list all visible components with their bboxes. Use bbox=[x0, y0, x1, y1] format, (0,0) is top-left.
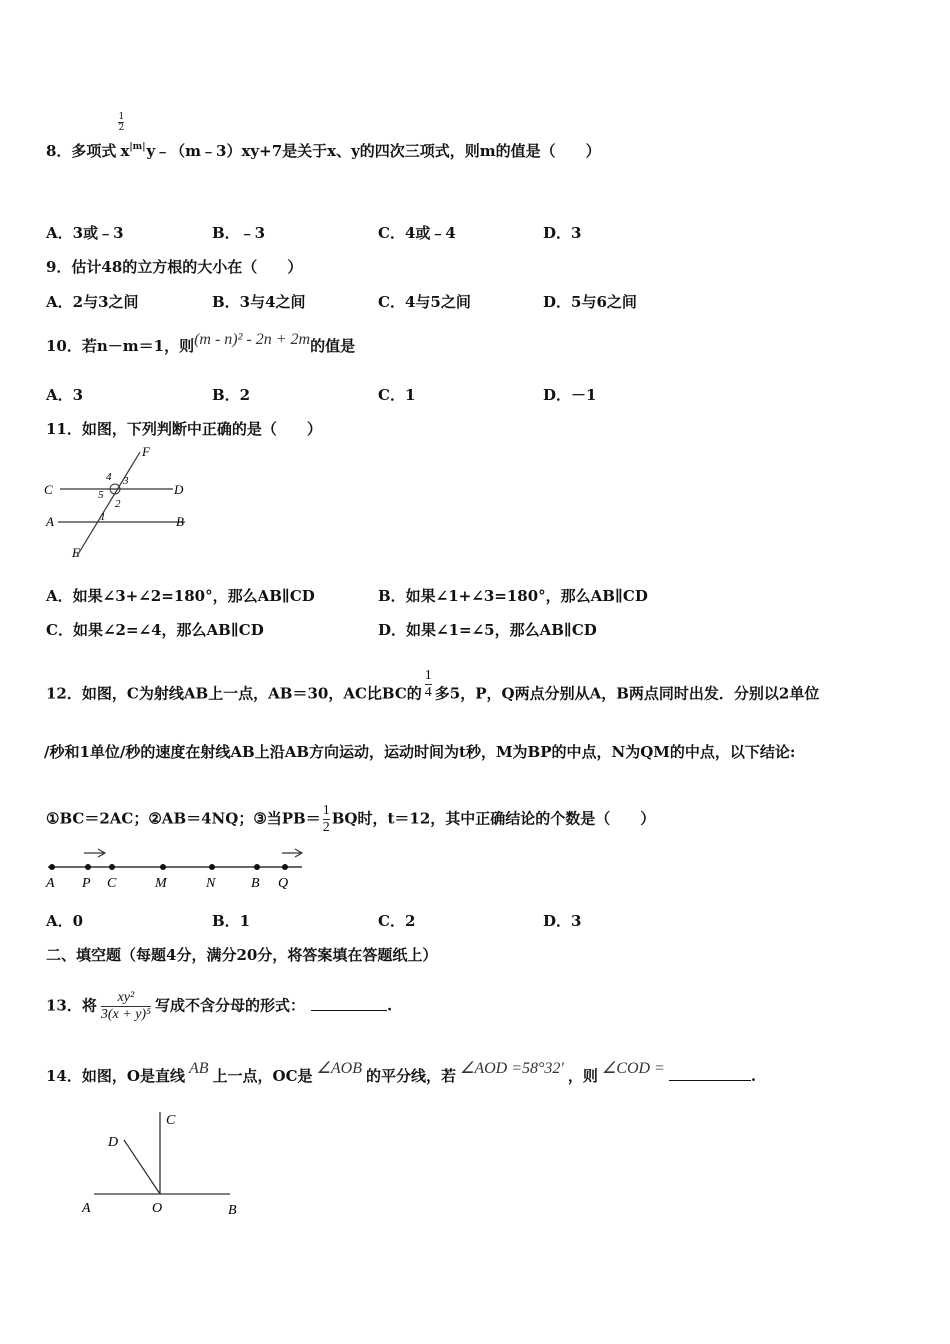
q14-label-o: O bbox=[152, 1201, 163, 1216]
q12-point-m bbox=[160, 864, 166, 870]
q9-option-a: A．2与3之间 bbox=[46, 293, 139, 311]
q14-mid1: 上一点，OC是 bbox=[212, 1067, 313, 1085]
q13-denominator: 3(x + y)⁵ bbox=[100, 1007, 151, 1022]
q10-stem-suffix: 的值是 bbox=[310, 337, 356, 355]
q12-point-c bbox=[109, 864, 115, 870]
q13-stem bbox=[46, 990, 392, 1023]
q12-label-c: C bbox=[107, 876, 117, 891]
q12-point-n bbox=[209, 864, 215, 870]
q14-stem bbox=[46, 1060, 757, 1086]
q12-option-c: C．2 bbox=[378, 912, 416, 930]
q11-option-b: B．如果∠1+∠3=180°，那么AB∥CD bbox=[378, 587, 648, 605]
q14-end: . bbox=[750, 1067, 757, 1085]
q14-label-b: B bbox=[228, 1203, 237, 1218]
q13-answer-blank[interactable] bbox=[311, 1010, 387, 1011]
q8-option-d: D．3 bbox=[543, 224, 582, 242]
section2-title: 二、填空题（每题4分，满分20分，将答案填在答题纸上） bbox=[46, 946, 438, 964]
q12-fraction-quarter bbox=[425, 668, 432, 701]
q10-option-c: C．1 bbox=[378, 386, 416, 404]
q12-option-d: D．3 bbox=[543, 912, 582, 930]
q13-fraction bbox=[101, 990, 151, 1023]
q14-label-a: A bbox=[82, 1201, 91, 1216]
q12-half-num: 1 bbox=[322, 803, 330, 818]
q14-figure bbox=[74, 1104, 254, 1222]
q12-point-a bbox=[49, 864, 55, 870]
q11-option-d: D．如果∠1=∠5，那么AB∥CD bbox=[378, 621, 597, 639]
q14-label-d: D bbox=[108, 1135, 119, 1150]
q14-cod: ∠COD = bbox=[601, 1060, 665, 1077]
q14-prefix: 14．如图，O是直线 bbox=[46, 1067, 185, 1085]
q13-suffix: 写成不含分母的形式： bbox=[154, 996, 305, 1015]
q11-angle-3: 3 bbox=[123, 475, 129, 487]
q14-ray-od bbox=[124, 1140, 160, 1194]
q12-label-p: P bbox=[82, 876, 91, 891]
q12-label-a: A bbox=[46, 876, 55, 891]
q13-prefix: 13．将 bbox=[46, 996, 97, 1015]
q11-label-e: E bbox=[72, 545, 80, 560]
q14-ab: AB bbox=[188, 1060, 209, 1077]
q9-option-b: B．3与4之间 bbox=[212, 293, 306, 311]
q8-exp-num: 1 bbox=[118, 112, 125, 122]
q10-option-a: A．3 bbox=[46, 386, 84, 404]
q14-mid3: ，则 bbox=[567, 1067, 598, 1085]
q12-label-n: N bbox=[206, 876, 216, 891]
q12-label-b: B bbox=[251, 876, 260, 891]
q12-label-q: Q bbox=[278, 876, 289, 891]
q12-option-a: A．0 bbox=[46, 912, 84, 930]
q12-figure bbox=[40, 842, 320, 892]
q8-exponent-fraction bbox=[118, 112, 124, 133]
q9-option-c: C．4与5之间 bbox=[378, 293, 471, 311]
q9-stem: 9．估计48的立方根的大小在（ ） bbox=[46, 258, 303, 276]
q14-mid2: 的平分线，若 bbox=[365, 1067, 456, 1085]
q11-label-f: F bbox=[142, 444, 150, 459]
q12-point-b bbox=[254, 864, 260, 870]
q11-angle-2: 2 bbox=[115, 498, 121, 510]
q12-label-m: M bbox=[155, 876, 167, 891]
q12-line2: /秒和1单位/秒的速度在射线AB上沿AB方向运动，运动时间为t秒，M为BP的中点，N为QM的中点，以下结论: bbox=[44, 743, 796, 761]
q12-point-q bbox=[282, 864, 288, 870]
q14-answer-blank[interactable] bbox=[669, 1080, 751, 1081]
q10-stem bbox=[46, 331, 356, 356]
q9-option-d: D．5与6之间 bbox=[543, 293, 637, 311]
q8-stem bbox=[46, 112, 601, 161]
q11-option-a: A．如果∠3+∠2=180°，那么AB∥CD bbox=[46, 587, 315, 605]
q11-line-ef bbox=[77, 452, 140, 556]
q11-label-d: D bbox=[174, 482, 184, 497]
q14-aod: ∠AOD =58°32′ bbox=[459, 1060, 564, 1077]
q8-x: x bbox=[120, 142, 130, 160]
q10-option-d: D．－1 bbox=[543, 386, 597, 404]
q12-line1-a: 12．如图，C为射线AB上一点，AB＝30，AC比BC的 bbox=[46, 684, 422, 703]
q11-option-c: C．如果∠2=∠4，那么AB∥CD bbox=[46, 621, 264, 639]
q12-point-p bbox=[85, 864, 91, 870]
q8-stem-prefix: 8．多项式 bbox=[46, 142, 117, 160]
q8-power-term bbox=[116, 112, 146, 160]
q12-option-b: B．1 bbox=[212, 912, 251, 930]
q12-line1 bbox=[46, 668, 820, 711]
q12-line3-b: BQ时，t＝12，其中正确结论的个数是（ ） bbox=[331, 809, 656, 828]
q10-expression: (m - n)² - 2n + 2m bbox=[194, 331, 311, 348]
q14-label-c: C bbox=[166, 1113, 176, 1128]
q8-option-c: C．4或﹣4 bbox=[378, 224, 456, 242]
q8-option-a: A．3或﹣3 bbox=[46, 224, 124, 242]
q13-numerator: xy² bbox=[117, 990, 135, 1005]
q11-figure bbox=[40, 444, 200, 562]
q12-line3-a: ①BC＝2AC；②AB＝4NQ；③当PB＝ bbox=[46, 809, 321, 828]
q8-exp-den: 2 bbox=[118, 123, 125, 133]
q11-label-b: B bbox=[176, 514, 184, 529]
q12-line3 bbox=[46, 803, 655, 836]
q12-frac-num: 1 bbox=[424, 668, 432, 683]
q12-half-den: 2 bbox=[322, 820, 330, 835]
q12-line1-b: 多5，P，Q两点分别从A，B两点同时出发．分别以2单位 bbox=[434, 684, 820, 703]
q11-angle-1: 1 bbox=[100, 511, 106, 523]
q8-option-b: B．﹣3 bbox=[212, 224, 266, 242]
q8-abs-m: |m| bbox=[129, 142, 146, 152]
q14-aob: ∠AOB bbox=[316, 1060, 362, 1077]
q12-fraction-half bbox=[323, 803, 330, 836]
q11-label-c: C bbox=[44, 482, 53, 497]
q8-stem-rest: y﹣（m﹣3）xy+7是关于x、y的四次三项式，则m的值是（ ） bbox=[146, 142, 601, 160]
q13-end: . bbox=[386, 996, 393, 1015]
q11-label-a: A bbox=[46, 514, 54, 529]
q10-option-b: B．2 bbox=[212, 386, 251, 404]
q11-angle-4: 4 bbox=[106, 471, 112, 483]
q10-stem-prefix: 10．若n－m＝1，则 bbox=[46, 337, 195, 355]
q12-frac-den: 4 bbox=[424, 685, 432, 700]
q11-angle-5: 5 bbox=[98, 489, 104, 501]
q11-stem: 11．如图，下列判断中正确的是（ ） bbox=[46, 420, 322, 438]
